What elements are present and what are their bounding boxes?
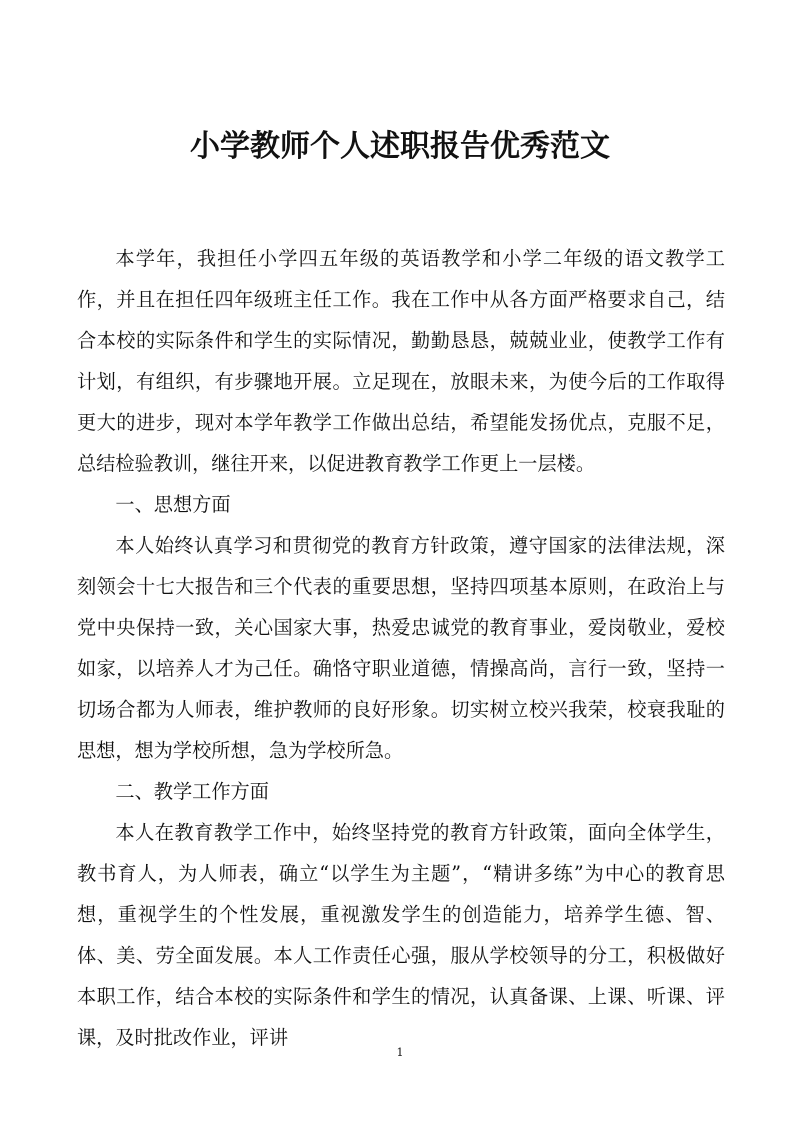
intro-paragraph: 本学年，我担任小学四五年级的英语教学和小学二年级的语文教学工作，并且在担任四年级班主任工作。我在工作中从各方面严格要求自己，结合本校的实际条件和学生的实际情况，勤勤恳恳，兢兢业业，使教学工作有计划，有组织，有步骤地开展。立足现在，放眼未来，为使今后的工作取得更大的进步，现对本学年教学工作做出总结，希望能发扬优点，克服不足，总结检验教训，继往开来，以促进教育教学工作更上一层楼。 [77, 247, 725, 475]
section-heading-thought: 一、思想方面 [115, 493, 231, 516]
teaching-paragraph: 本人在教育教学工作中，始终坚持党的教育方针政策，面向全体学生，教书育人，为人师表，确立“以学生为主题”，“精讲多练”为中心的教育思想，重视学生的个性发展，重视激发学生的创造能力，培养学生德、智、体、美、劳全面发展。本人工作责任心强，服从学校领导的分工，积极做好本职工作，结合本校的实际条件和学生的情况，认真备课、上课、听课、评课，及时批改作业，评讲 [77, 821, 725, 1049]
document-body [77, 238, 725, 1058]
section-heading-teaching: 二、教学工作方面 [115, 780, 269, 803]
document-title: 小学教师个人述职报告优秀范文 [190, 129, 610, 164]
page-number: 1 [396, 1046, 404, 1059]
thought-paragraph: 本人始终认真学习和贯彻党的教育方针政策，遵守国家的法律法规，深刻领会十七大报告和三个代表的重要思想，坚持四项基本原则，在政治上与党中央保持一致，关心国家大事，热爱忠诚党的教育事业，爱岗敬业，爱校如家，以培养人才为己任。确恪守职业道德，情操高尚，言行一致，坚持一切场合都为人师表，维护教师的良好形象。切实树立校兴我荣，校衰我耻的思想，想为学校所想，急为学校所急。 [77, 534, 725, 762]
